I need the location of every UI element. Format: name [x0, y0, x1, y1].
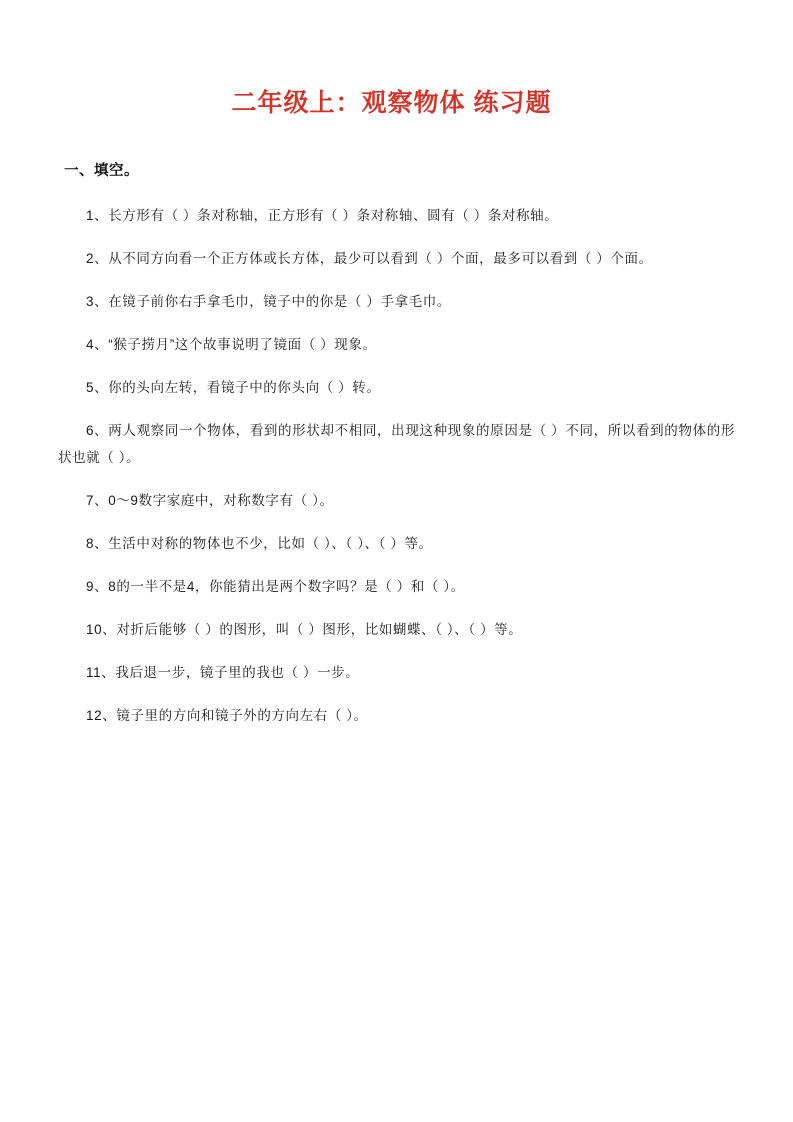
page-title: 二年级上：观察物体 练习题	[231, 89, 552, 117]
question-item: 5、你的头向左转，看镜子中的你头向（ ）转。	[86, 380, 381, 395]
question-item: 1、长方形有（ ）条对称轴，正方形有（ ）条对称轴、圆有（ ）条对称轴。	[86, 208, 559, 223]
question-item: 2、从不同方向看一个正方体或长方体，最少可以看到（ ）个面，最多可以看到（ ）个面。	[86, 251, 653, 266]
question-list	[58, 202, 735, 729]
question-item: 12、镜子里的方向和镜子外的方向左右（ ）。	[86, 708, 368, 723]
question-item: 4、“猴子捞月”这个故事说明了镜面（ ）现象。	[86, 337, 377, 352]
question-item: 6、两人观察同一个物体，看到的形状却不相同，出现这种现象的原因是（ ）不同，所以看到的物体的形状也就（ ）。	[58, 423, 735, 465]
question-item: 10、对折后能够（ ）的图形，叫（ ）图形，比如蝴蝶、（ ）、（ ）等。	[86, 622, 523, 637]
question-item: 7、0～9数字家庭中，对称数字有（ ）。	[86, 493, 334, 508]
question-item: 3、在镜子前你右手拿毛巾，镜子中的你是（ ）手拿毛巾。	[86, 294, 451, 309]
section-heading: 一、填空。	[64, 163, 139, 179]
question-item: 8、生活中对称的物体也不少，比如（ ）、（ ）、（ ）等。	[86, 536, 433, 551]
section-fill-in-the-blank	[58, 159, 735, 729]
question-item: 9、8的一半不是4，你能猜出是两个数字吗？是（ ）和（ ）。	[86, 579, 465, 594]
question-item: 11、我后退一步，镜子里的我也（ ）一步。	[86, 665, 360, 680]
